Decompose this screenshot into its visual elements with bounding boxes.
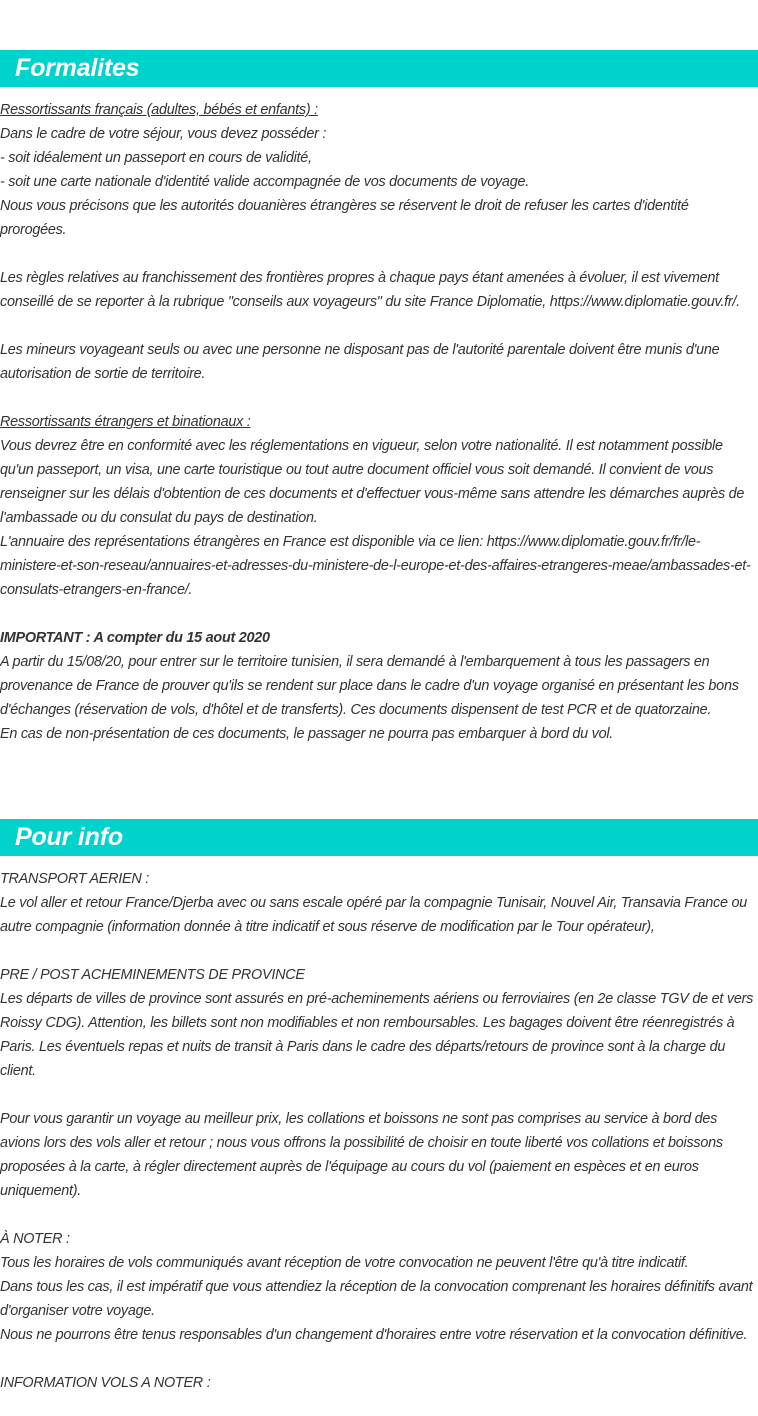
section-header-formalites (0, 50, 758, 87)
paragraph: Nous vous précisons que les autorités douanières étrangères se réservent le droit de refuser les cartes d'identité prorogées. (0, 198, 689, 238)
paragraph: Pour vous garantir un voyage au meilleur prix, les collations et boissons ne sont pas comprises au service à bord des avions lors des vols aller et retour ; nous vous offrons la possibilité de choisir en toute liberté vos collations et boissons proposées à la carte, à régler directement auprès de l'équipage au cours du vol (paiement en espèces et en euros uniquement). (0, 1111, 723, 1199)
paragraph: Les départs de villes de province sont assurés en pré-acheminements aériens ou ferroviaires (en 2e classe TGV de et vers Roissy CDG). Attention, les billets sont non modifiables et non remboursables. Les bagages doivent être réenregistrés à Paris. Les éventuels repas et nuits de transit à Paris dans le cadre des départs/retours de province sont à la charge du client. (0, 991, 754, 1079)
paragraph: Les règles relatives au franchissement des frontières propres à chaque pays étant amenées à évoluer, il est vivement conseillé de se reporter à la rubrique "conseils aux voyageurs" du site France Diplomatie, https://www.diplomatie.gouv.fr/. (0, 270, 740, 310)
paragraph: - soit une carte nationale d'identité valide accompagnée de vos documents de voyage. (0, 174, 529, 190)
a-noter-heading: À NOTER : (0, 1231, 70, 1247)
section-title: Formalites (15, 54, 140, 82)
paragraph: Le vol aller et retour France/Djerba avec ou sans escale opéré par la compagnie Tunisair, Nouvel Air, Transavia France ou autre compagnie (information donnée à titre indicatif et sous réserve de modification par le Tour opérateur), (0, 895, 747, 935)
section-header-pour-info (0, 819, 758, 856)
pre-post-heading: PRE / POST ACHEMINEMENTS DE PROVINCE (0, 967, 305, 983)
paragraph: L'annuaire des représentations étrangères en France est disponible via ce lien: https://www.diplomatie.gouv.fr/fr/le-ministere-et-son-reseau/annuaires-et-adresses-du-ministere-de-l-europe-et-des-affaires-etrangeres-meae/ambassades-et-consulats-etrangers-en-france/. (0, 534, 751, 598)
section-title: Pour info (15, 823, 123, 851)
paragraph: - soit idéalement un passeport en cours de validité, (0, 150, 312, 166)
paragraph: Nous ne pourrons être tenus responsables d'un changement d'horaires entre votre réservation et la convocation définitive. (0, 1327, 748, 1343)
foreign-nationals-heading: Ressortissants étrangers et binationaux : (0, 414, 251, 430)
paragraph: Dans le cadre de votre séjour, vous devez posséder : (0, 126, 327, 142)
section-body-formalites (0, 98, 758, 746)
french-nationals-heading: Ressortissants français (adultes, bébés et enfants) : (0, 102, 318, 118)
info-vols-heading: INFORMATION VOLS A NOTER : (0, 1375, 211, 1391)
paragraph: Vous devrez être en conformité avec les réglementations en vigueur, selon votre nationalité. Il est notamment possible qu'un passeport, un visa, une carte touristique ou tout autre document officiel vous soit demandé. Il convient de vous renseigner sur les délais d'obtention de ces documents et d'effectuer vous-même sans attendre les démarches auprès de l'ambassade ou du consulat du pays de destination. (0, 438, 745, 526)
section-body-pour-info (0, 867, 758, 1395)
paragraph: Les mineurs voyageant seuls ou avec une personne ne disposant pas de l'autorité parentale doivent être munis d'une autorisation de sortie de territoire. (0, 342, 720, 382)
transport-heading: TRANSPORT AERIEN : (0, 871, 150, 887)
paragraph: Tous les horaires de vols communiqués avant réception de votre convocation ne peuvent l'être qu'à titre indicatif. (0, 1255, 689, 1271)
important-heading: IMPORTANT : A compter du 15 aout 2020 (0, 630, 270, 646)
paragraph: Dans tous les cas, il est impératif que vous attendiez la réception de la convocation comprenant les horaires définitifs avant d'organiser votre voyage. (0, 1279, 753, 1319)
paragraph: A partir du 15/08/20, pour entrer sur le territoire tunisien, il sera demandé à l'embarquement à tous les passagers en provenance de France de prouver qu'ils se rendent sur place dans le cadre d'un voyage organisé en présentant les bons d'échanges (réservation de vols, d'hôtel et de transferts). Ces documents dispensent de test PCR et de quatorzaine. (0, 654, 739, 718)
paragraph: En cas de non-présentation de ces documents, le passager ne pourra pas embarquer à bord du vol. (0, 726, 614, 742)
